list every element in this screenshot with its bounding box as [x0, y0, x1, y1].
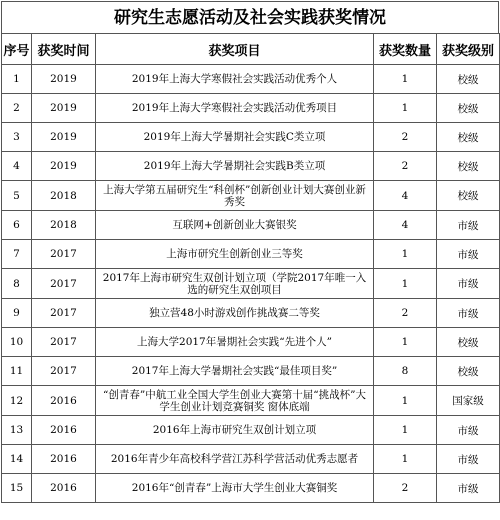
header-year: 获奖时间 — [32, 34, 96, 65]
cell-project: 独立营48小时游戏创作挑战赛二等奖 — [96, 299, 374, 328]
cell-year: 2017 — [32, 299, 96, 328]
table-row — [2, 152, 500, 181]
cell-project: 2016年“创青春”上海市大学生创业大赛铜奖 — [96, 474, 374, 503]
cell-year: 2017 — [32, 240, 96, 269]
sheet-title: 研究生志愿活动及社会实践获奖情况 — [1, 1, 499, 33]
cell-count: 1 — [374, 386, 437, 416]
cell-year: 2016 — [32, 474, 96, 503]
table-row — [2, 416, 500, 445]
cell-index: 7 — [2, 240, 32, 269]
cell-index: 10 — [2, 328, 32, 357]
table-row — [2, 240, 500, 269]
cell-year: 2017 — [32, 357, 96, 386]
cell-count: 1 — [374, 416, 437, 445]
table-row — [2, 328, 500, 357]
cell-project: 上海大学第五届研究生“科创杯”创新创业计划大赛创业新秀奖 — [96, 181, 374, 211]
cell-index: 4 — [2, 152, 32, 181]
awards-table — [1, 33, 500, 503]
header-index: 序号 — [2, 34, 32, 65]
cell-index: 15 — [2, 474, 32, 503]
cell-count: 1 — [374, 240, 437, 269]
cell-project: 2016年上海市研究生双创计划立项 — [96, 416, 374, 445]
cell-project: 上海市研究生创新创业三等奖 — [96, 240, 374, 269]
cell-level: 市级 — [437, 474, 500, 503]
cell-count: 2 — [374, 474, 437, 503]
cell-project: 2019年上海大学暑期社会实践B类立项 — [96, 152, 374, 181]
cell-project: “创青春”中航工业全国大学生创业大赛第十届“挑战杯”大学生创业计划竞赛铜奖 窗体底端 — [96, 386, 374, 416]
cell-count: 4 — [374, 211, 437, 240]
table-row — [2, 357, 500, 386]
cell-index: 8 — [2, 269, 32, 299]
cell-year: 2016 — [32, 445, 96, 474]
cell-level: 市级 — [437, 269, 500, 299]
cell-year: 2018 — [32, 211, 96, 240]
cell-count: 2 — [374, 152, 437, 181]
cell-level: 校级 — [437, 152, 500, 181]
cell-index: 2 — [2, 94, 32, 123]
awards-sheet — [1, 1, 499, 518]
cell-level: 校级 — [437, 123, 500, 152]
table-row — [2, 65, 500, 94]
table-row — [2, 181, 500, 211]
cell-index: 9 — [2, 299, 32, 328]
cell-year: 2017 — [32, 328, 96, 357]
cell-count: 1 — [374, 65, 437, 94]
cell-year: 2018 — [32, 181, 96, 211]
table-row — [2, 474, 500, 503]
table-row — [2, 94, 500, 123]
cell-count: 2 — [374, 299, 437, 328]
cell-index: 1 — [2, 65, 32, 94]
cell-year: 2016 — [32, 416, 96, 445]
cell-count: 1 — [374, 94, 437, 123]
cell-level: 市级 — [437, 445, 500, 474]
cell-index: 6 — [2, 211, 32, 240]
cell-index: 12 — [2, 386, 32, 416]
cell-count: 1 — [374, 445, 437, 474]
cell-index: 13 — [2, 416, 32, 445]
header-count: 获奖数量 — [374, 34, 437, 65]
cell-level: 市级 — [437, 211, 500, 240]
cell-level: 校级 — [437, 328, 500, 357]
header-level: 获奖级别 — [437, 34, 500, 65]
header-row — [2, 34, 500, 65]
table-row — [2, 123, 500, 152]
table-row — [2, 386, 500, 416]
cell-count: 2 — [374, 123, 437, 152]
cell-count: 4 — [374, 181, 437, 211]
table-row — [2, 211, 500, 240]
cell-index: 11 — [2, 357, 32, 386]
table-row — [2, 299, 500, 328]
cell-index: 3 — [2, 123, 32, 152]
cell-level: 校级 — [437, 181, 500, 211]
header-project: 获奖项目 — [96, 34, 374, 65]
cell-project: 2019年上海大学寒假社会实践活动优秀项目 — [96, 94, 374, 123]
cell-project: 2019年上海大学寒假社会实践活动优秀个人 — [96, 65, 374, 94]
cell-count: 8 — [374, 357, 437, 386]
cell-level: 市级 — [437, 240, 500, 269]
cell-project: 2016年青少年高校科学营江苏科学营活动优秀志愿者 — [96, 445, 374, 474]
cell-level: 校级 — [437, 65, 500, 94]
cell-year: 2019 — [32, 152, 96, 181]
cell-level: 国家级 — [437, 386, 500, 416]
cell-project: 2017年上海大学暑期社会实践“最佳项目奖” — [96, 357, 374, 386]
cell-count: 1 — [374, 269, 437, 299]
cell-level: 市级 — [437, 416, 500, 445]
table-row — [2, 269, 500, 299]
cell-index: 14 — [2, 445, 32, 474]
table-row — [2, 445, 500, 474]
cell-level: 市级 — [437, 299, 500, 328]
cell-level: 校级 — [437, 94, 500, 123]
cell-project: 2017年上海市研究生双创计划立项（学院2017年唯一入选的研究生双创项目 — [96, 269, 374, 299]
cell-year: 2019 — [32, 65, 96, 94]
cell-year: 2017 — [32, 269, 96, 299]
cell-year: 2019 — [32, 94, 96, 123]
cell-project: 互联网+创新创业大赛银奖 — [96, 211, 374, 240]
cell-year: 2019 — [32, 123, 96, 152]
cell-project: 2019年上海大学暑期社会实践C类立项 — [96, 123, 374, 152]
cell-index: 5 — [2, 181, 32, 211]
cell-count: 1 — [374, 328, 437, 357]
cell-year: 2016 — [32, 386, 96, 416]
cell-project: 上海大学2017年暑期社会实践“先进个人” — [96, 328, 374, 357]
cell-level: 校级 — [437, 357, 500, 386]
